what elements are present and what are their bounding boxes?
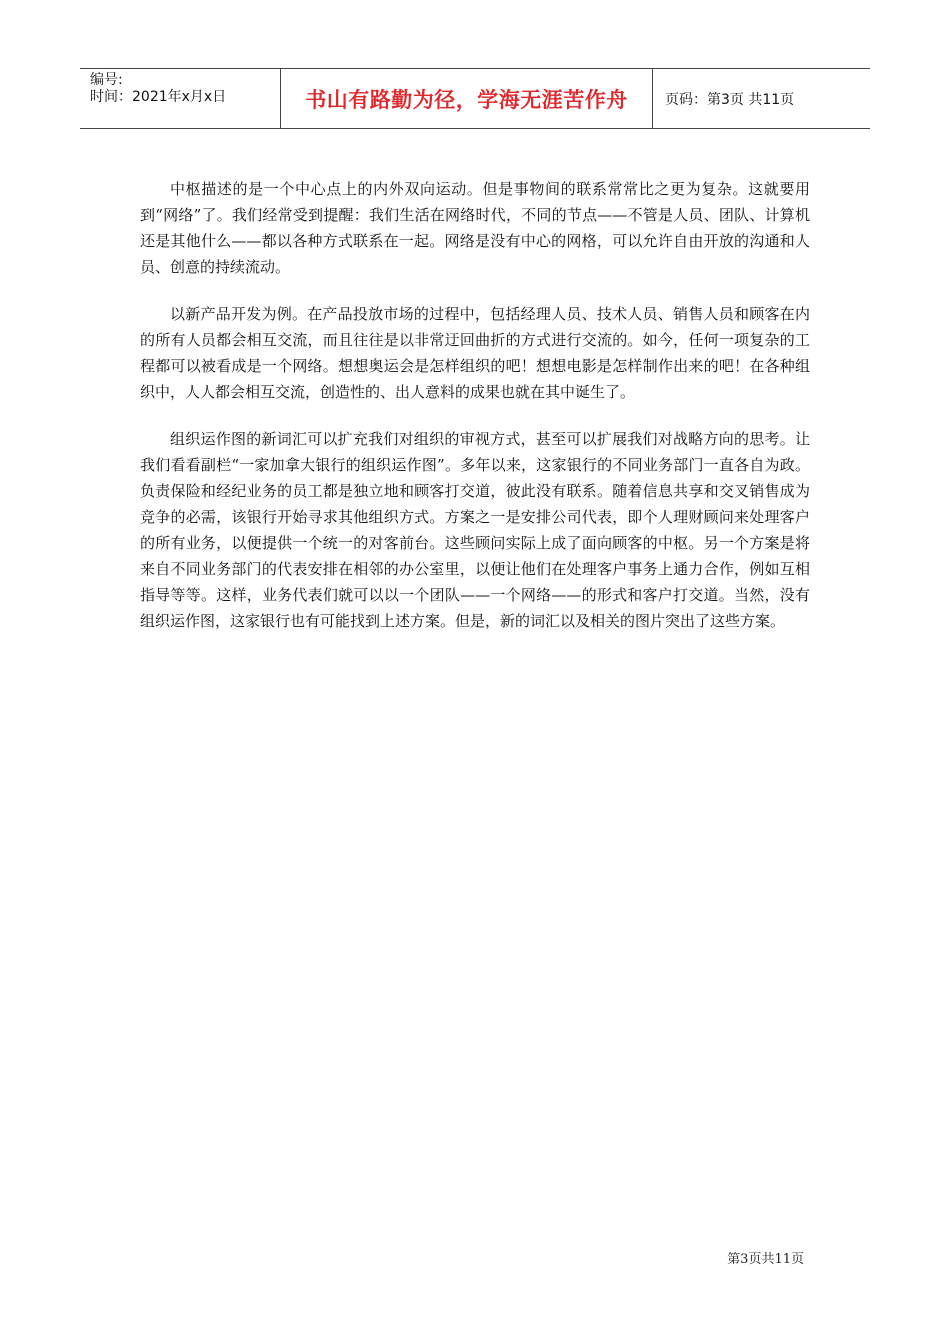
time-label: 时间：2021年x月x日 (90, 89, 227, 105)
paragraph: 中枢描述的是一个中心点上的内外双向运动。但是事物间的联系常常比之更为复杂。这就要用到“网络”了。我们经常受到提醒：我们生活在网络时代，不同的节点——不管是人员、团队、计算机还是其他什么——都以各种方式联系在一起。网络是没有中心的网格，可以允许自由开放的沟通和人员、创意的持续流动。 (140, 180, 810, 276)
paragraph: 组织运作图的新词汇可以扩充我们对组织的审视方式，甚至可以扩展我们对战略方向的思考。让我们看看副栏“一家加拿大银行的组织运作图”。多年以来，这家银行的不同业务部门一直各自为政。负责保险和经纪业务的员工都是独立地和顾客打交道，彼此没有联系。随着信息共享和交叉销售成为竞争的必需，该银行开始寻求其他组织方式。方案之一是安排公司代表，即个人理财顾问来处理客户的所有业务，以便提供一个统一的对客前台。这些顾问实际上成了面向顾客的中枢。另一个方案是将来自不同业务部门的代表安排在相邻的办公室里，以便让他们在处理客户事务上通力合作，例如互相指导等等。这样，业务代表们就可以以一个团队——一个网络——的形式和客户打交道。当然，没有组织运作图，这家银行也有可能找到上述方案。但是，新的词汇以及相关的图片突出了这些方案。 (140, 430, 810, 630)
page-header (80, 68, 870, 129)
page-footer: 第3页共11页 (727, 1252, 804, 1267)
header-motto: 书山有路勤为径，学海无涯苦作舟 (281, 69, 653, 128)
header-meta (80, 69, 281, 128)
header-page-code: 页码：第3页 共11页 (665, 91, 795, 108)
document-body (140, 176, 810, 655)
number-label: 编号: (90, 72, 123, 88)
paragraph: 以新产品开发为例。在产品投放市场的过程中，包括经理人员、技术人员、销售人员和顾客在内的所有人员都会相互交流，而且往往是以非常迂回曲折的方式进行交流的。如今，任何一项复杂的工程都可以被看成是一个网络。想想奥运会是怎样组织的吧！想想电影是怎样制作出来的吧！在各种组织中，人人都会相互交流，创造性的、出人意料的成果也就在其中诞生了。 (140, 305, 810, 401)
